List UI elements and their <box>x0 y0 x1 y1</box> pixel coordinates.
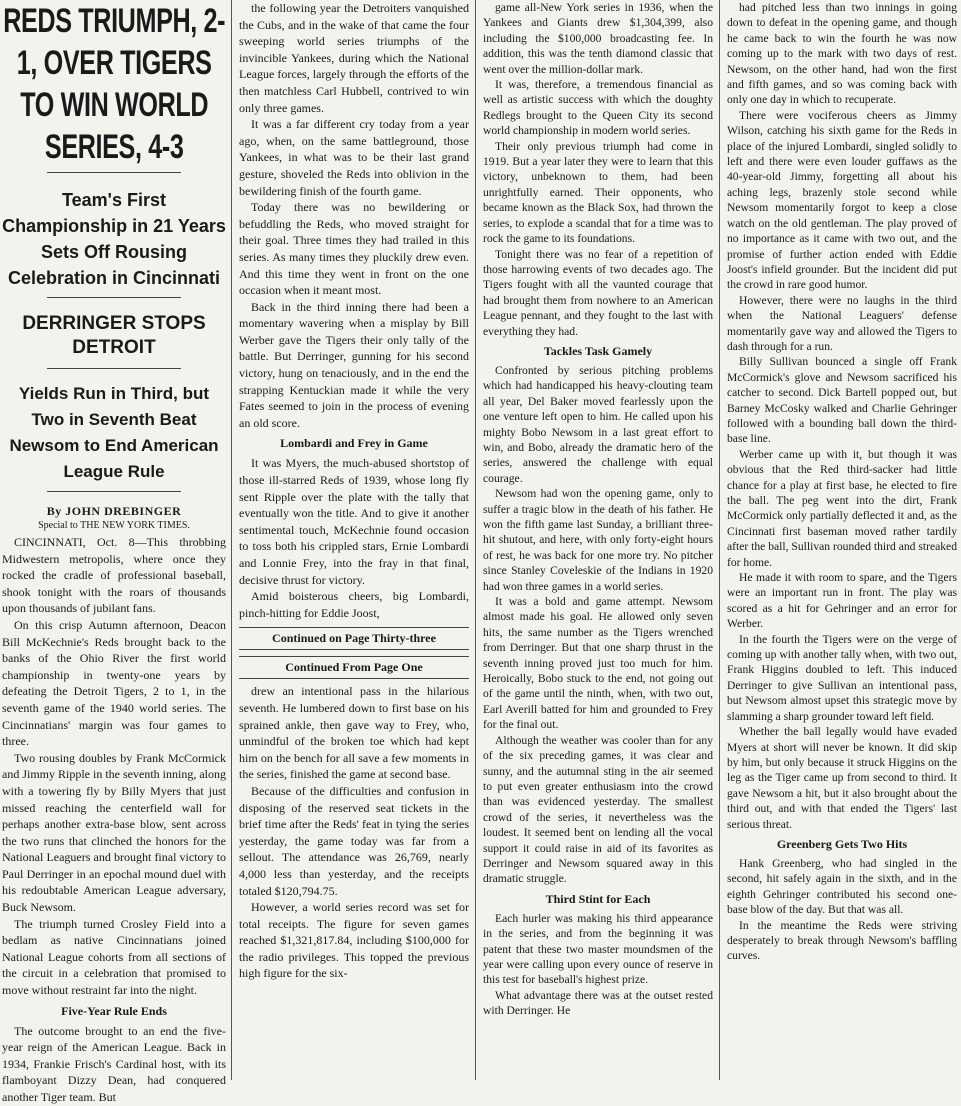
subheading: Five-Year Rule Ends <box>61 1003 167 1018</box>
paragraph: Because of the difficulties and confusion in disposing of the reserved seat tickets in the brief time after the Reds' feat in tying the series yesterday, the game today was far from a sellout. The attendance was 26,769, nearly 4,000 less than yesterday, and the receipts totaled $120,794.75. <box>239 783 469 898</box>
deck-headline-2: DERRINGER STOPS DETROIT <box>22 313 206 358</box>
paragraph: It was Myers, the much-abused shortstop of those ill-starred Reds of 1939, whose long fly sent Ripple over the plate with the tally that eventually won the title. And to give it another sentimental touch, McKechnie found occasion to toss both his crippled stars, Ernie Lombardi and Lonnie Frey, into the fray in that final, decisive thrust for victory. <box>239 456 469 587</box>
subheading: Tackles Task Gamely <box>543 343 653 358</box>
byline: By JOHN DREBINGER <box>46 504 182 518</box>
jump-line-continued-on: Continued on Page Thirty-three <box>239 627 469 650</box>
paragraph: It was, therefore, a tremendous financial as well as artistic success with which the doughty Redlegs brought to the Queen City its second world championship in modern world series. <box>483 78 713 138</box>
paragraph: Tonight there was no fear of a repetition of those harrowing events of two decades ago. The Tigers fought with all the vaunted courage that had brought them from nowhere to an American League pennant, and they fought to the last with everything they had. <box>483 247 713 338</box>
paragraph: Although the weather was cooler than for any of the six preceding games, it was clear and sunny, and the autumnal sting in the air seemed to put even greater enthusiasm into the crowd than was evidenced yesterday. The smallest crowd of the series, it nevertheless was the loudest. It seemed bent on lending all the vocal support it could raise in aid of its favorites as Derringer and Newsom squared away in this dramatic struggle. <box>483 733 713 886</box>
paragraph: Werber came up with it, but though it was obvious that the Red third-sacker had little chance for a play at first base, he elected to fire the ball. The peg went into the dirt, Frank McCormick only partially deflected it and, as the Cincinnati first baseman moved rather tardily after the ball, Sullivan rounded third and streaked for home. <box>727 447 957 569</box>
jump-line-continued-from: Continued From Page One <box>239 656 469 679</box>
paragraph: In the meantime the Reds were striving desperately to break through Newsom's baffling curves. <box>727 918 957 963</box>
paragraph: Billy Sullivan bounced a single off Frank McCormick's glove and Newsom sacrificed his catcher to second. Dick Bartell popped out, but Barney McCosky walked and Charlie Gehringer followed with a bounding ball down the third-base line. <box>727 355 957 446</box>
paragraph: game all-New York series in 1936, when the Yankees and Giants drew $1,304,399, also including the $100,000 broadcasting fee. In addition, this was the tenth diamond classic that went over the million-dollar mark. <box>483 1 713 76</box>
paragraph: Hank Greenberg, who had singled in the second, hit safely again in the sixth, and in the eighth Gehringer contributed his second one-base blow of the day. But that was all. <box>727 856 957 917</box>
paragraph: Today there was no bewildering or befuddling the Reds, who moved straight for their goal. Three times they had trailed in this series. As many times they pluckily drew even. And this time they went in front on the one occasion when it meant most. <box>239 200 469 298</box>
paragraph: There were vociferous cheers as Jimmy Wilson, catching his sixth game for the Reds in place of the injured Lombardi, singled solidly to left and there were even louder guffaws as the 40-year-old Jimmy, forgetting all about his aching legs, brazenly stole second while Newsom momentarily forgot to keep a close watch on the old gentleman. The play proved of no importance as it came with two out, and the promise of further action ended with Eddie Joost's infield grounder. But the incident did put the crowd in rare good humor. <box>727 108 957 292</box>
divider <box>47 172 181 173</box>
deck-headline-3: Yields Run in Third, but Two in Seventh Beat Newsom to End American League Rule <box>9 384 219 481</box>
column-2 <box>234 0 474 1080</box>
subheading: Greenberg Gets Two Hits <box>776 836 908 851</box>
main-headline: REDS TRIUMPH, 2-1, OVER TIGERS TO WIN WORLD SERIES, 4-3 <box>3 2 225 166</box>
paragraph: On this crisp Autumn afternoon, Deacon Bill McKechnie's Reds brought back to the banks of the Ohio River the first world championship in twenty-one years by defeating the Detroit Tigers, 2 to 1, in the seventh game of the 1940 world series. The Cincinnatians' margin was four games to three. <box>2 617 226 749</box>
paragraph: the following year the Detroiters vanquished the Cubs, and in the wake of that came the four sweeping world series triumphs of the invincible Yankees, during which the National League forces, largely through the efforts of the then matchless Carl Hubbell, contrived to win only three games. <box>239 1 469 115</box>
column-3 <box>478 0 718 1080</box>
paragraph: In the fourth the Tigers were on the verge of coming up with another tally when, with two out, Frank Higgins doubled to left. This induced Derringer to give Sullivan an intentional pass, but Newsom almost upset this strategic move by slamming a sharp grounder toward left field. <box>727 632 957 723</box>
divider <box>47 491 181 492</box>
paragraph: It was a bold and game attempt. Newsom almost made his goal. He allowed only seven hits, the same number as the Tigers wrenched from Derringer. But that one sharp thrust in the seventh inning proved just too much for him. Heroically, Bobo stuck to the end, not going out of the game until the ninth, when, with two out, Earl Averill batted for him and grounded to Frey for the final out. <box>483 595 713 732</box>
column-rule <box>719 0 720 1080</box>
paragraph: However, a world series record was set for total receipts. The figure for seven games reached $1,321,817.84, including $100,000 for the radio privileges. This topped the previous high figure for the six- <box>239 900 469 981</box>
paragraph: However, there were no laughs in the third when the National Leaguers' defense momentarily gave way and allowed the Tigers to dash through for a run. <box>727 293 957 353</box>
paragraph: He made it with room to spare, and the Tigers were an important run in front. The play was scored as a hit for Gehringer and an error for Werber. <box>727 571 957 631</box>
divider <box>47 297 181 298</box>
paragraph: The triumph turned Crosley Field into a bedlam as native Cincinnatians joined National League cohorts from all sections of the circuit in a celebration that promised to move without restraint far into the night. <box>2 916 226 998</box>
paragraph: Their only previous triumph had come in 1919. But a year later they were to learn that this victory, unbeknown to them, had been unrightfully earned. Their opponents, who became known as the Black Sox, had thrown the series, to explode a scandal that for a time was to rock the game to its foundations. <box>483 139 713 246</box>
column-rule <box>475 0 476 1080</box>
paragraph: The outcome brought to an end the five-year reign of the American League. Back in 1934, Frankie Frisch's Cardinal host, with its flamboyant Dizzy Dean, had conquered another Tiger team. But <box>2 1023 226 1104</box>
paragraph: CINCINNATI, Oct. 8—This throbbing Midwestern metropolis, where once they rocked the cradle of professional baseball, shook tonight with the roars of thousands upon thousands of jubilant fans. <box>2 535 226 616</box>
paragraph: had pitched less than two innings in going down to defeat in the opening game, and though he came back to win the fourth he was now coming up to the mark with two days of rest. Newsom, on the other hand, had won the first and fifth games, and so was coming back with only one day in which to recuperate. <box>727 1 957 107</box>
deck-headline-1: Team's First Championship in 21 Years Sets Off Rousing Celebration in Cincinnati <box>2 190 226 288</box>
paragraph: Newsom had won the opening game, only to suffer a tragic blow in the death of his father. He won the fifth game last Sunday, a brilliant three-hit shutout, and here, with only forty-eight hours of rest, he was back for one more try. No pitcher since Stanley Coveleskie of the Indians in 1920 had won three games in a world series. <box>483 487 713 593</box>
paragraph: Two rousing doubles by Frank McCormick and Jimmy Ripple in the seventh inning, along with a towering fly by Billy Myers that just missed reaching the centerfield wall for perhaps another extra-base blow, sent across the two runs that clinched the honors for the National Leaguers and brought final victory to Paul Derringer in an epochal mound duel with his redoubtable American League adversary, Buck Newsom. <box>2 750 226 915</box>
paragraph: What advantage there was at the outset rested with Derringer. He <box>483 988 713 1018</box>
paragraph: Each hurler was making his third appearance in the series, and from the beginning it was patent that these two master moundsmen of the year were calling upon every ounce of reserve in this test for baseball's highest prize. <box>483 911 713 987</box>
paragraph: Confronted by serious pitching problems which had handicapped his heavy-clouting team all year, Del Baker moved fearlessly upon the one venture left open to him. He called upon his mighty Bobo Newsom in a last great effort to win, and Bobo, already the dramatic hero of the series, answered the challenge with equal courage. <box>483 363 713 485</box>
column-1 <box>0 0 230 1104</box>
paragraph: drew an intentional pass in the hilarious seventh. He lumbered down to first base on his sprained ankle, then gave way to Frey, who, unmindful of the broken toe which had kept him on the bench for all save a few moments in the series, finished the game at second base. <box>239 684 469 782</box>
column-rule <box>231 0 232 1080</box>
paragraph: Whether the ball legally would have evaded Myers at short will never be known. It did skip by him, but only because it struck Higgins on the leg as the Tiger came up from second to third. It gave Newsom a hit, but it also brought about the third out, and with that ended the Tigers' last serious threat. <box>727 725 957 831</box>
paragraph: Back in the third inning there had been a momentary wavering when a misplay by Bill Werber gave the Tigers their only tally of the battle. But Derringer, gunning for his second victory, hung on tenaciously, and in the end the strapping Kentuckian made it while the very Fates seemed to join in the process of evening an old score. <box>239 299 469 430</box>
column-4 <box>722 0 961 1080</box>
byline-credit: Special to THE NEW YORK TIMES. <box>38 520 190 531</box>
divider <box>47 368 181 369</box>
paragraph: It was a far different cry today from a year ago, when, on the same battleground, those Yankees, in what was to be their last grand gesture, shoveled the Reds into oblivion in the bewildering finish of the fourth game. <box>239 117 469 198</box>
subheading: Third Stint for Each <box>545 891 651 906</box>
paragraph: Amid boisterous cheers, big Lombardi, pinch-hitting for Eddie Joost, <box>239 589 469 620</box>
subheading: Lombardi and Frey in Game <box>280 436 428 451</box>
